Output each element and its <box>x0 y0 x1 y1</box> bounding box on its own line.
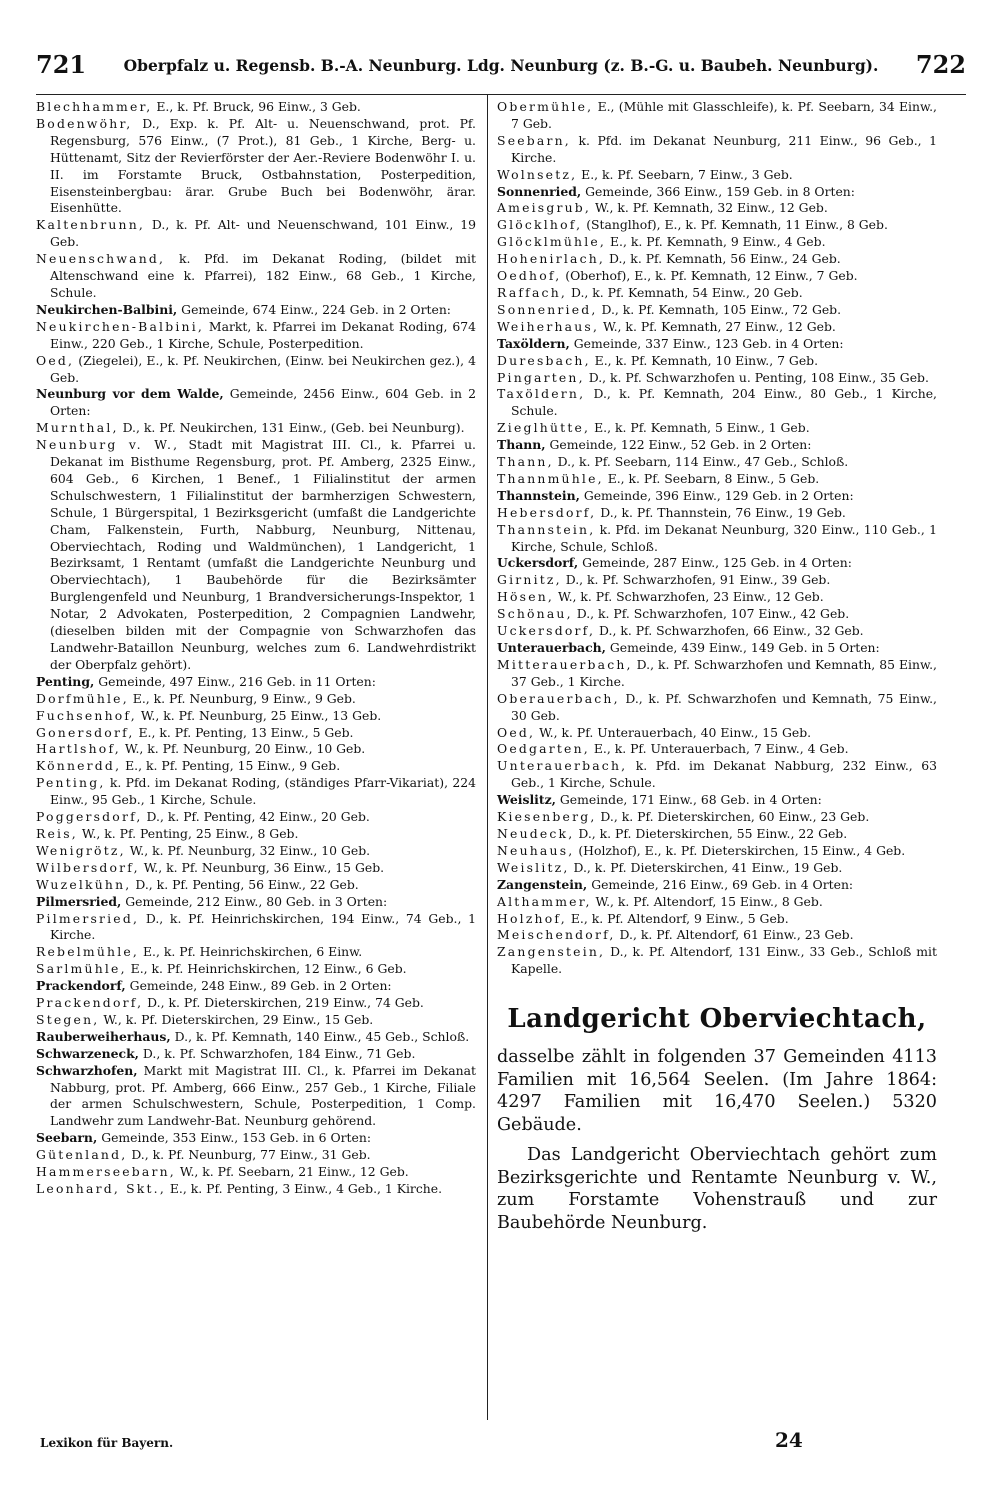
entry-name: Kiesenberg, <box>497 809 597 825</box>
entry-name: Sarlmühle, <box>36 961 127 977</box>
entry-name: Neuenschwand, <box>36 251 166 267</box>
entry-name: Blechhammer, <box>36 99 153 114</box>
entry-text: Gemeinde, 396 Einw., 129 Geb. in 2 Orten: <box>579 487 854 503</box>
gemeinde-entry <box>497 336 937 353</box>
entry-name: Rauberweiherhaus, <box>36 1028 171 1044</box>
gemeinde-entry <box>36 1130 476 1147</box>
entry-name: Leonhard, Skt., <box>36 1181 166 1196</box>
entry-text: D., k. Pf. Dieterskirchen, 55 Einw., 22 Geb. <box>574 825 848 841</box>
place-entry <box>36 251 476 302</box>
landgericht-heading: Landgericht Oberviechtach, <box>507 1004 927 1035</box>
entry-text: E., k. Pf. Penting, 3 Einw., 4 Geb., 1 Kirche. <box>165 1181 443 1196</box>
place-entry <box>497 894 937 911</box>
entry-name: Wolnsetz, <box>497 166 578 182</box>
entry-name: Oed, <box>497 724 536 740</box>
entry-text: Gemeinde, 171 Einw., 68 Geb. in 4 Orten: <box>555 792 822 808</box>
entry-text: k. Pfd. im Dekanat Neunburg, 320 Einw., 110 Geb., 1 Kirche, Schule, Schloß. <box>511 521 937 554</box>
place-entry <box>497 319 937 336</box>
entry-name: Gütenland, <box>36 1147 128 1163</box>
entry-text: E., k. Pf. Penting, 13 Einw., 5 Geb. <box>134 724 354 740</box>
gemeinde-entry <box>36 1046 476 1063</box>
entry-text: Markt, k. Pfarrei im Dekanat Roding, 674 Einw., 220 Geb., 1 Kirche, Schule, Posterpedition. <box>50 318 476 351</box>
place-entry <box>497 911 937 928</box>
place-entry <box>36 725 476 742</box>
entry-name: Neudeck, <box>497 825 575 841</box>
place-entry <box>497 944 937 978</box>
entry-text: D., k. Pf. Dieterskirchen, 60 Einw., 23 Geb. <box>596 809 870 825</box>
place-entry <box>36 319 476 353</box>
entry-text: D., k. Pf. Kemnath, 54 Einw., 20 Geb. <box>567 284 803 300</box>
entry-text: Gemeinde, 2456 Einw., 604 Geb. in 2 Orten: <box>50 386 476 419</box>
entry-name: Neunburg v. W., <box>36 437 180 453</box>
entry-text: D., k. Pf. Kemnath, 204 Einw., 80 Geb., 1 Kirche, Schule. <box>511 386 937 419</box>
entry-text: D., k. Pf. Heinrichskirchen, 194 Einw., 74 Geb., 1 Kirche. <box>50 910 476 943</box>
entry-text: W., k. Pf. Altendorf, 15 Einw., 8 Geb. <box>591 893 823 909</box>
right-entries <box>497 99 937 978</box>
entry-text: k. Pfd. im Dekanat Roding, (bildet mit Altenschwand eine k. Pfarrei), 182 Einw., 68 Geb., 1 Kirche, Schule. <box>50 251 476 300</box>
entry-text: D., k. Pf. Schwarzhofen und Kemnath, 85 Einw., 37 Geb., 1 Kirche. <box>511 656 937 689</box>
entry-name: Zangenstein, <box>497 944 606 960</box>
entry-name: Wenigrötz, <box>36 842 126 858</box>
entry-name: Pingarten, <box>497 369 585 385</box>
place-entry <box>497 758 937 792</box>
entry-name: Ameisgrub, <box>497 200 592 216</box>
entry-name: Neunburg vor dem Walde, <box>36 386 224 402</box>
entry-name: Wilbersdorf, <box>36 859 140 875</box>
footer-note: Lexikon für Bayern. <box>40 1436 174 1450</box>
entry-text: Gemeinde, 366 Einw., 159 Geb. in 8 Orten: <box>581 183 855 199</box>
entry-name: Uckersdorf, <box>497 555 579 571</box>
place-entry <box>497 200 937 217</box>
entry-text: Markt mit Magistrat III. Cl., k. Pfarrei im Dekanat Nabburg, prot. Pf. Amberg, 666 Einw., 257 Geb., 1 Kirche, Filiale der armen Schulschwestern, Schule, Posterpedition, 1 Comp. Landwehr zum Landwehr-Bat. Neunburg gehörend. <box>50 1062 476 1129</box>
place-entry <box>36 1147 476 1164</box>
place-entry <box>497 843 937 860</box>
landgericht-description: Das Landgericht Oberviechtach gehört zum Bezirksgerichte und Rentamte Neunburg v. W., zum Forstamte Vohenstrauß und zur Baubehörde Neunburg. <box>497 1145 937 1233</box>
entry-name: Althammer, <box>497 893 592 909</box>
gemeinde-entry <box>36 302 476 319</box>
place-entry <box>36 116 476 217</box>
entry-name: Hösen, <box>497 589 555 605</box>
gemeinde-entry <box>36 894 476 911</box>
entry-name: Neukirchen-Balbini, <box>36 318 204 334</box>
entry-name: Wuzelkühn, <box>36 876 132 892</box>
right-column <box>497 99 937 1234</box>
entry-text: D., k. Pf. Kemnath, 105 Einw., 72 Geb. <box>597 301 842 317</box>
place-entry <box>36 1012 476 1029</box>
entry-text: (Stanglhof), E., k. Pf. Kemnath, 11 Einw., 8 Geb. <box>582 217 888 233</box>
entry-name: Oed, <box>36 352 75 368</box>
entry-text: D., k. Pf. Alt- und Neuenschwand, 101 Einw., 19 Geb. <box>50 217 476 250</box>
place-entry <box>497 522 937 556</box>
entry-name: Holzhof, <box>497 910 567 926</box>
place-entry <box>36 99 476 116</box>
place-entry <box>36 758 476 775</box>
entry-text: D., k. Pf. Thannstein, 76 Einw., 19 Geb. <box>596 504 846 520</box>
entry-text: Gemeinde, 674 Einw., 224 Geb. in 2 Orten: <box>177 301 451 317</box>
entry-text: E., k. Pf. Unterauerbach, 7 Einw., 4 Geb. <box>589 741 849 757</box>
entry-text: E., k. Pf. Kemnath, 10 Einw., 7 Geb. <box>590 352 819 368</box>
place-entry <box>36 995 476 1012</box>
gemeinde-entry <box>36 1029 476 1046</box>
entry-text: E., k. Pf. Altendorf, 9 Einw., 5 Geb. <box>566 910 789 926</box>
column-divider <box>487 94 488 1420</box>
entry-text: D., k. Pf. Altendorf, 61 Einw., 23 Geb. <box>615 927 854 943</box>
entry-text: W., k. Pf. Unterauerbach, 40 Einw., 15 Geb. <box>535 724 812 740</box>
entry-text: D., k. Pf. Altendorf, 131 Einw., 33 Geb., Schloß mit Kapelle. <box>511 944 937 977</box>
entry-text: E., k. Pf. Seebarn, 7 Einw., 3 Geb. <box>577 166 793 182</box>
left-page-number: 721 <box>36 50 87 79</box>
place-entry <box>36 961 476 978</box>
place-entry <box>36 860 476 877</box>
place-entry <box>36 1181 476 1198</box>
entry-text: E., k. Pf. Kemnath, 5 Einw., 1 Geb. <box>590 420 810 436</box>
entry-name: Stegen, <box>36 1011 100 1027</box>
place-entry <box>497 454 937 471</box>
gemeinde-entry <box>497 488 937 505</box>
entry-text: Gemeinde, 248 Einw., 89 Geb. in 2 Orten: <box>125 978 392 994</box>
entry-name: Raffach, <box>497 284 568 300</box>
entry-name: Girnitz, <box>497 572 562 588</box>
place-entry <box>497 268 937 285</box>
sheet-signature: 24 <box>775 1428 803 1452</box>
entry-name: Hammerseebarn, <box>36 1164 176 1180</box>
entry-text: Stadt mit Magistrat III. Cl., k. Pfarrei u. Dekanat im Bisthume Regensburg, prot. Pf. Amberg, 2325 Einw., 604 Geb., 6 Kirchen, 1 Benef., 1 Filialinstitut der armen Schulschwestern, 1 Filialinstitut der barmherzigen Schwestern, Schule, 1 Bürgerspital, 1 Bezirksgericht (umfaßt die Landgerichte Cham, Falkenstein, Furth, Nabburg, Neunburg, Nittenau, Oberviechtach, Roding und Waldmünchen), 1 Landgericht, 1 Bezirksamt, 1 Rentamt (umfaßt die Landgerichte Neunburg und Oberviechtach), 1 Baubehörde für die Bezirksämter Burglengenfeld und Neunburg, 1 Brandversicherungs-Inspektor, 1 Notar, 2 Advokaten, Posterpedition, 2 Compagnien Landwehr, (dieselben bilden mit der Compagnie von Schwarzhofen das Landwehr-Bataillon Neunburg, welches zum 6. Landwehrdistrikt der Oberpfalz gehört). <box>50 437 476 672</box>
entry-text: k. Pfd. im Dekanat Neunburg, 211 Einw., 96 Geb., 1 Kirche. <box>511 132 937 165</box>
place-entry <box>497 589 937 606</box>
place-entry <box>36 911 476 945</box>
place-entry <box>497 234 937 251</box>
entry-name: Zieglhütte, <box>497 420 591 436</box>
entry-text: E., k. Pf. Kemnath, 9 Einw., 4 Geb. <box>606 234 826 250</box>
place-entry <box>497 691 937 725</box>
place-entry <box>36 353 476 387</box>
place-entry <box>497 133 937 167</box>
entry-name: Sonnenried, <box>497 183 582 199</box>
entry-name: Gonersdorf, <box>36 724 135 740</box>
entry-text: Gemeinde, 216 Einw., 69 Geb. in 4 Orten: <box>587 876 854 892</box>
place-entry <box>497 251 937 268</box>
gemeinde-entry <box>497 640 937 657</box>
place-entry <box>497 217 937 234</box>
entry-name: Bodenwöhr, <box>36 115 133 131</box>
entry-text: D., k. Pf. Kemnath, 56 Einw., 24 Geb. <box>605 251 841 267</box>
entry-name: Schwarzeneck, <box>36 1045 139 1061</box>
entry-name: Meischendorf, <box>497 927 616 943</box>
entry-name: Zangenstein, <box>497 876 588 892</box>
entry-text: D., k. Pf. Schwarzhofen, 66 Einw., 32 Geb. <box>595 623 864 639</box>
place-entry <box>497 657 937 691</box>
entry-name: Dorfmühle, <box>36 690 129 706</box>
entry-text: W., k. Pf. Neunburg, 25 Einw., 13 Geb. <box>136 707 382 723</box>
entry-text: D., Exp. k. Pf. Alt- u. Neuenschwand, prot. Pf. Regensburg, 576 Einw., (7 Prot.), 81 Geb., 1 Kirche, Berg- u. Hüttenamt, Sitz der Revierförster der Aer.-Reviere Bodenwöhr I. u. II. im Forstamte Bruck, Ostbahnstation, Posterpedition, Eisensteinbergbau: ärar. Grube Buch bei Bodenwöhr, ärar. Eisenhütte. <box>50 115 476 216</box>
place-entry <box>497 353 937 370</box>
gemeinde-entry <box>497 184 937 201</box>
entry-name: Duresbach, <box>497 352 591 368</box>
gemeinde-entry <box>36 978 476 995</box>
place-entry <box>497 99 937 133</box>
entry-text: W., k. Pf. Kemnath, 27 Einw., 12 Geb. <box>599 318 836 334</box>
place-entry <box>497 370 937 387</box>
entry-name: Uckersdorf, <box>497 623 596 639</box>
entry-text: W., k. Pf. Kemnath, 32 Einw., 12 Geb. <box>591 200 828 216</box>
place-entry <box>36 944 476 961</box>
entry-name: Hohenirlach, <box>497 251 606 267</box>
entry-text: Gemeinde, 287 Einw., 125 Geb. in 4 Orten: <box>578 555 852 571</box>
place-entry <box>497 420 937 437</box>
entry-text: E., k. Pf. Seebarn, 8 Einw., 5 Geb. <box>603 470 820 486</box>
place-entry <box>36 775 476 809</box>
entry-text: W., k. Pf. Dieterskirchen, 29 Einw., 15 Geb. <box>99 1011 374 1027</box>
gemeinde-entry <box>497 877 937 894</box>
entry-name: Unterauerbach, <box>497 758 628 774</box>
gemeinde-entry <box>36 1063 476 1131</box>
place-entry <box>497 505 937 522</box>
entry-name: Taxöldern, <box>497 386 586 402</box>
entry-text: Gemeinde, 212 Einw., 80 Geb. in 3 Orten: <box>121 893 388 909</box>
entry-text: W., k. Pf. Penting, 25 Einw., 8 Geb. <box>77 825 299 841</box>
entry-name: Thann, <box>497 437 546 453</box>
entry-name: Thannmühle, <box>497 470 604 486</box>
entry-text: W., k. Pf. Neunburg, 32 Einw., 10 Geb. <box>125 842 371 858</box>
entry-name: Seebarn, <box>36 1130 98 1146</box>
entry-name: Penting, <box>36 673 95 689</box>
gemeinde-entry <box>497 437 937 454</box>
entry-text: D., k. Pf. Dieterskirchen, 41 Einw., 19 Geb. <box>569 859 843 875</box>
entry-name: Weislitz, <box>497 792 556 808</box>
place-entry <box>497 725 937 742</box>
entry-name: Hartlshof, <box>36 741 121 757</box>
entry-text: (Oberhof), E., k. Pf. Kemnath, 12 Einw., 7 Geb. <box>561 268 858 284</box>
entry-name: Schönau, <box>497 606 573 622</box>
place-entry <box>36 708 476 725</box>
entry-text: W., k. Pf. Neunburg, 20 Einw., 10 Geb. <box>120 741 366 757</box>
entry-text: D., k. Pf. Schwarzhofen, 107 Einw., 42 Geb. <box>572 606 850 622</box>
entry-text: Gemeinde, 439 Einw., 149 Geb. in 5 Orten: <box>605 640 880 655</box>
place-entry <box>497 809 937 826</box>
entry-text: E., k. Pf. Heinrichskirchen, 6 Einw. <box>139 944 363 960</box>
entry-text: E., k. Pf. Neunburg, 9 Einw., 9 Geb. <box>128 690 356 706</box>
entry-text: D., k. Pf. Schwarzhofen, 91 Einw., 39 Geb. <box>561 572 831 588</box>
entry-name: Rebelmühle, <box>36 944 140 960</box>
place-entry <box>497 860 937 877</box>
entry-text: D., k. Pf. Schwarzhofen, 184 Einw., 71 Geb. <box>138 1045 416 1061</box>
entry-name: Prackendorf, <box>36 995 144 1011</box>
place-entry <box>497 826 937 843</box>
entry-text: k. Pfd. im Dekanat Nabburg, 232 Einw., 63 Geb., 1 Kirche, Schule. <box>511 758 937 791</box>
entry-name: Könnerdd, <box>36 758 122 774</box>
gemeinde-entry <box>36 386 476 420</box>
gemeinde-entry <box>497 555 937 572</box>
page-header <box>36 50 966 92</box>
place-entry <box>497 606 937 623</box>
place-entry <box>497 167 937 184</box>
entry-name: Thann, <box>497 454 554 470</box>
entry-name: Mitterauerbach, <box>497 656 633 672</box>
entry-name: Unterauerbach, <box>497 640 606 655</box>
entry-name: Oberauerbach, <box>497 690 620 706</box>
place-entry <box>497 741 937 758</box>
entry-name: Hebersdorf, <box>497 504 597 520</box>
entry-name: Thannstein, <box>497 521 596 537</box>
entry-name: Oedgarten, <box>497 741 590 757</box>
entry-name: Penting, <box>36 775 106 791</box>
entry-name: Pilmersried, <box>36 910 140 926</box>
entry-name: Sonnenried, <box>497 301 598 317</box>
gemeinde-entry <box>36 674 476 691</box>
landgericht-summary: dasselbe zählt in folgenden 37 Gemeinden 4113 Familien mit 16,564 Seelen. (Im Jahre 1864: 4297 Familien mit 16,470 Seelen.) 5320 Gebäude. <box>497 1047 937 1135</box>
entry-name: Neuhaus, <box>497 842 575 858</box>
entry-name: Murnthal, <box>36 420 119 436</box>
entry-name: Oedhof, <box>497 268 562 284</box>
entry-text: (Ziegelei), E., k. Pf. Neukirchen, (Einw. bei Neukirchen gez.), 4 Geb. <box>50 352 476 385</box>
right-page-number: 722 <box>915 50 966 79</box>
place-entry <box>36 741 476 758</box>
entry-text: D., k. Pf. Kemnath, 140 Einw., 45 Geb., Schloß. <box>170 1028 470 1044</box>
entry-text: W., k. Pf. Seebarn, 21 Einw., 12 Geb. <box>175 1164 409 1180</box>
entry-text: E., k. Pf. Penting, 15 Einw., 9 Geb. <box>121 758 341 774</box>
place-entry <box>36 1164 476 1181</box>
entry-text: D., k. Pf. Penting, 56 Einw., 22 Geb. <box>131 876 359 892</box>
entry-name: Schwarzhofen, <box>36 1062 138 1078</box>
entry-name: Pilmersried, <box>36 893 122 909</box>
entry-text: E., (Mühle mit Glasschleife), k. Pf. Seebarn, 34 Einw., 7 Geb. <box>511 99 937 131</box>
entry-name: Prackendorf, <box>36 978 126 994</box>
entry-text: Gemeinde, 337 Einw., 123 Geb. in 4 Orten: <box>569 335 844 351</box>
place-entry <box>36 437 476 674</box>
place-entry <box>36 420 476 437</box>
entry-text: D., k. Pf. Schwarzhofen u. Penting, 108 Einw., 35 Geb. <box>584 369 929 385</box>
entry-text: k. Pfd. im Dekanat Roding, (ständiges Pfarr-Vikariat), 224 Einw., 95 Geb., 1 Kirche, Schule. <box>50 775 476 808</box>
place-entry <box>36 877 476 894</box>
entry-name: Neukirchen-Balbini, <box>36 301 178 317</box>
entry-text: D., k. Pf. Penting, 42 Einw., 20 Geb. <box>142 809 370 825</box>
place-entry <box>36 691 476 708</box>
entry-name: Weislitz, <box>497 859 570 875</box>
place-entry <box>497 572 937 589</box>
entry-text: D., k. Pf. Neunburg, 77 Einw., 31 Geb. <box>127 1147 371 1163</box>
gemeinde-entry <box>497 792 937 809</box>
place-entry <box>36 809 476 826</box>
entry-text: W., k. Pf. Neunburg, 36 Einw., 15 Geb. <box>139 859 385 875</box>
entry-text: D., k. Pf. Neukirchen, 131 Einw., (Geb. bei Neunburg). <box>118 420 465 436</box>
entry-name: Seebarn, <box>497 132 571 148</box>
running-title: Oberpfalz u. Regensb. B.-A. Neunburg. Ldg. Neunburg (z. B.-G. u. Baubeh. Neunburg). <box>123 56 879 75</box>
entry-text: E., k. Pf. Bruck, 96 Einw., 3 Geb. <box>152 99 361 114</box>
entry-text: (Holzhof), E., k. Pf. Dieterskirchen, 15 Einw., 4 Geb. <box>574 842 906 858</box>
entry-text: D., k. Pf. Schwarzhofen und Kemnath, 75 Einw., 30 Geb. <box>511 690 937 723</box>
entry-name: Fuchsenhof, <box>36 707 137 723</box>
entry-name: Poggersdorf, <box>36 809 143 825</box>
entry-text: Gemeinde, 497 Einw., 216 Geb. in 11 Orten: <box>94 673 376 689</box>
header-rule <box>36 94 966 95</box>
entry-text: Gemeinde, 122 Einw., 52 Geb. in 2 Orten: <box>545 437 812 453</box>
entry-text: W., k. Pf. Schwarzhofen, 23 Einw., 12 Geb. <box>554 589 824 605</box>
place-entry <box>36 843 476 860</box>
entry-name: Glöcklhof, <box>497 217 583 233</box>
place-entry <box>497 471 937 488</box>
entry-name: Thannstein, <box>497 487 580 503</box>
place-entry <box>36 217 476 251</box>
place-entry <box>497 386 937 420</box>
entry-text: E., k. Pf. Heinrichskirchen, 12 Einw., 6 Geb. <box>126 961 407 977</box>
left-column <box>36 99 476 1198</box>
place-entry <box>497 302 937 319</box>
place-entry <box>497 285 937 302</box>
place-entry <box>36 826 476 843</box>
entry-name: Glöcklmühle, <box>497 234 607 250</box>
entry-text: D., k. Pf. Dieterskirchen, 219 Einw., 74 Geb. <box>143 995 424 1011</box>
entry-name: Weiherhaus, <box>497 318 600 334</box>
entry-name: Taxöldern, <box>497 335 570 351</box>
entry-name: Obermühle, <box>497 99 594 114</box>
entry-text: Gemeinde, 353 Einw., 153 Geb. in 6 Orten: <box>97 1130 372 1146</box>
entry-text: D., k. Pf. Seebarn, 114 Einw., 47 Geb., Schloß. <box>553 454 849 470</box>
entry-name: Reis, <box>36 825 78 841</box>
entry-name: Kaltenbrunn, <box>36 217 146 233</box>
place-entry <box>497 927 937 944</box>
place-entry <box>497 623 937 640</box>
